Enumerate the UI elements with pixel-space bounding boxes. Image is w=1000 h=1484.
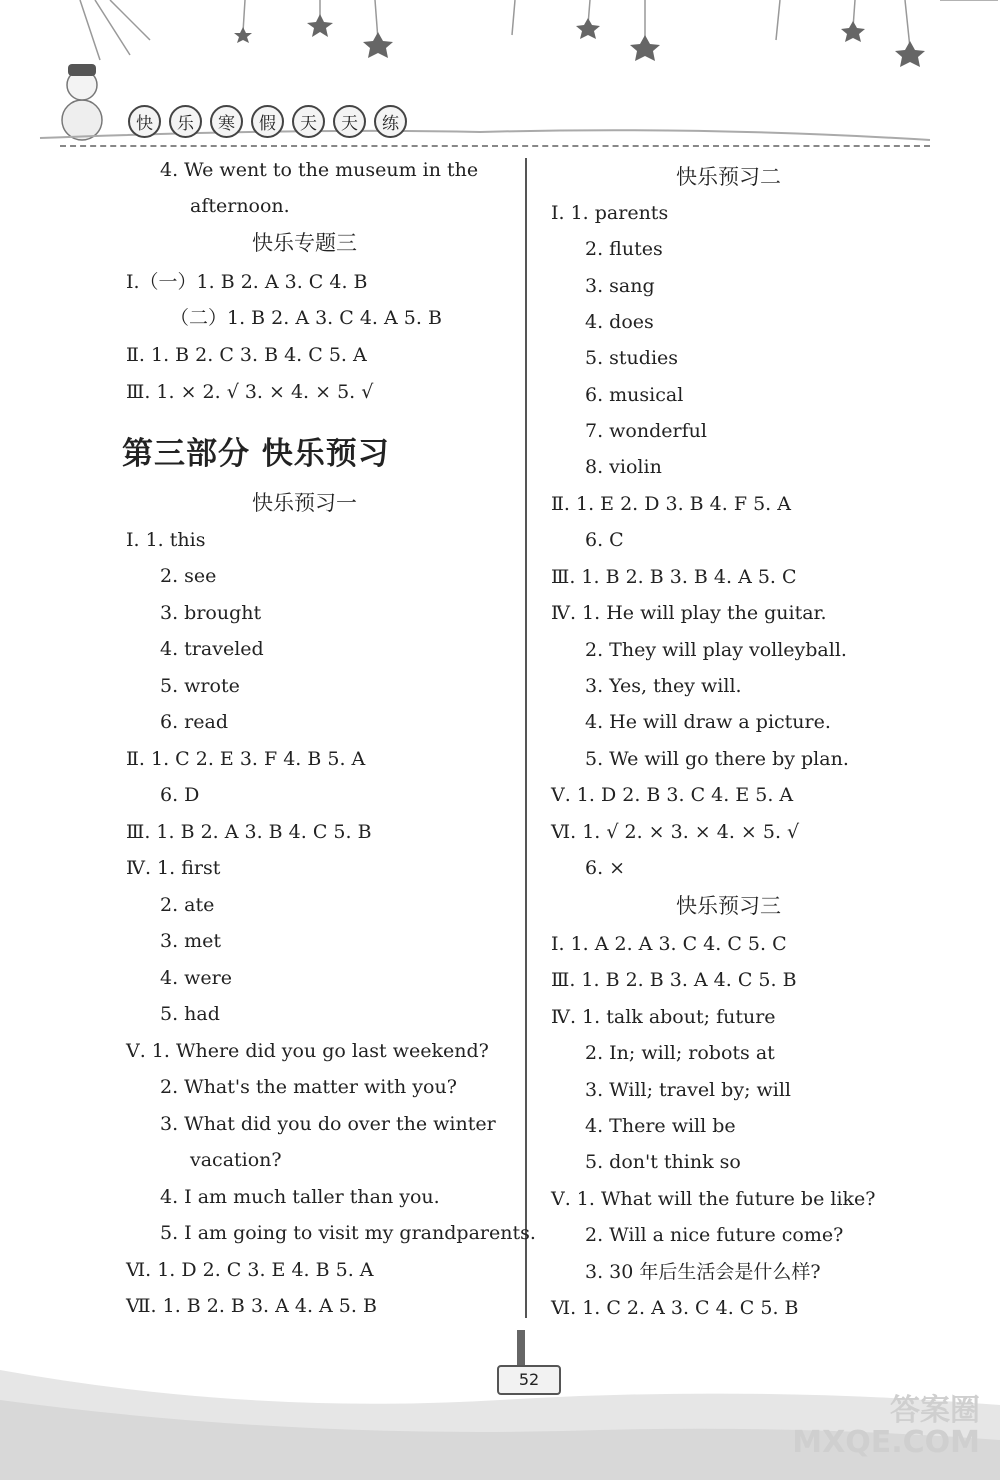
answer-line: Ⅲ. 1. B 2. A 3. B 4. C 5. B — [126, 821, 372, 843]
answer-line: Ⅱ. 1. C 2. E 3. F 4. B 5. A — [126, 748, 366, 770]
answer-line: 3. Yes, they will. — [585, 675, 742, 697]
banner-char: 寒 — [210, 105, 243, 138]
answer-line: 2. flutes — [585, 238, 663, 260]
answer-line: 2. Will a nice future come? — [585, 1224, 844, 1246]
answer-line: Ⅰ. 1. A 2. A 3. C 4. C 5. C — [551, 933, 787, 955]
answer-line: 4. traveled — [160, 638, 264, 660]
answer-line: Ⅲ. 1. × 2. √ 3. × 4. × 5. √ — [126, 381, 374, 403]
column-divider — [525, 158, 527, 1318]
answer-line: 6. × — [585, 857, 626, 879]
answer-line: Ⅰ.（一）1. B 2. A 3. C 4. B — [126, 271, 368, 293]
section-title: 第三部分 快乐预习 — [122, 436, 390, 472]
answer-line: 4. We went to the museum in the — [160, 159, 479, 181]
answer-line: 5. studies — [585, 347, 679, 369]
answer-line: 6. C — [585, 529, 624, 551]
banner-char: 天 — [292, 105, 325, 138]
answer-line: 5. don't think so — [585, 1151, 741, 1173]
answer-section-heading: 快乐预习三 — [676, 894, 781, 918]
answer-line: 4. There will be — [585, 1115, 736, 1137]
answer-line: 6. musical — [585, 384, 684, 406]
answer-section-heading: 快乐预习二 — [676, 165, 781, 189]
answer-line: Ⅱ. 1. B 2. C 3. B 4. C 5. A — [126, 344, 367, 366]
answer-line: Ⅵ. 1. √ 2. × 3. × 4. × 5. √ — [551, 821, 800, 843]
banner-char: 假 — [251, 105, 284, 138]
answer-section-heading: 快乐预习一 — [252, 491, 357, 515]
answer-line: 5. had — [160, 1003, 220, 1025]
answer-line: 3. met — [160, 930, 222, 952]
answer-line: Ⅴ. 1. Where did you go last weekend? — [126, 1040, 489, 1062]
answer-line: 4. I am much taller than you. — [160, 1186, 440, 1208]
answer-line: Ⅳ. 1. talk about; future — [551, 1006, 776, 1028]
page-number: 52 — [497, 1365, 561, 1395]
answer-line: Ⅲ. 1. B 2. B 3. A 4. C 5. B — [551, 969, 797, 991]
answer-line: 8. violin — [585, 456, 662, 478]
answer-line: 2. ate — [160, 894, 215, 916]
banner-char: 快 — [128, 105, 161, 138]
answer-line: vacation? — [190, 1149, 282, 1171]
answer-line: 2. What's the matter with you? — [160, 1076, 457, 1098]
watermark-url: MXQE.COM — [792, 1425, 980, 1460]
answer-line: afternoon. — [190, 195, 290, 217]
answer-line: 2. They will play volleyball. — [585, 639, 847, 661]
watermark — [792, 1395, 980, 1459]
answer-line: 5. We will go there by plan. — [585, 748, 849, 770]
answer-line: 5. wrote — [160, 675, 240, 697]
header-dashed-line — [60, 145, 930, 147]
answer-line: Ⅰ. 1. parents — [551, 202, 669, 224]
answer-line: 3. What did you do over the winter — [160, 1113, 496, 1135]
banner-char: 天 — [333, 105, 366, 138]
watermark-text: 答案圈 — [890, 1393, 980, 1428]
answer-line: Ⅵ. 1. C 2. A 3. C 4. C 5. B — [551, 1297, 799, 1319]
answer-line: 3. Will; travel by; will — [585, 1079, 792, 1101]
answer-line: Ⅵ. 1. D 2. C 3. E 4. B 5. A — [126, 1259, 374, 1281]
answer-line: 4. does — [585, 311, 654, 333]
answer-line: 3. 30 年后生活会是什么样? — [585, 1261, 821, 1283]
answer-line: 4. were — [160, 967, 233, 989]
answer-line: Ⅱ. 1. E 2. D 3. B 4. F 5. A — [551, 493, 791, 515]
answer-line: Ⅰ. 1. this — [126, 529, 206, 551]
answer-line: （二）1. B 2. A 3. C 4. A 5. B — [170, 307, 442, 329]
answer-line: 5. I am going to visit my grandparents. — [160, 1222, 536, 1244]
answer-line: 7. wonderful — [585, 420, 707, 442]
answer-line: Ⅲ. 1. B 2. B 3. B 4. A 5. C — [551, 566, 797, 588]
answer-line: Ⅶ. 1. B 2. B 3. A 4. A 5. B — [126, 1295, 377, 1317]
answer-line: Ⅳ. 1. first — [126, 857, 221, 879]
answer-line: 3. brought — [160, 602, 262, 624]
answer-line: 6. D — [160, 784, 200, 806]
answer-line: 3. sang — [585, 275, 655, 297]
banner-char: 练 — [374, 105, 407, 138]
banner-char: 乐 — [169, 105, 202, 138]
answer-section-heading: 快乐专题三 — [252, 231, 357, 255]
answer-line: Ⅴ. 1. What will the future be like? — [551, 1188, 876, 1210]
banner-title — [128, 105, 407, 138]
answer-line: Ⅴ. 1. D 2. B 3. C 4. E 5. A — [551, 784, 794, 806]
answer-line: 2. see — [160, 565, 217, 587]
answer-line: 2. In; will; robots at — [585, 1042, 775, 1064]
answer-line: 6. read — [160, 711, 228, 733]
answer-line: 4. He will draw a picture. — [585, 711, 831, 733]
answer-line: Ⅳ. 1. He will play the guitar. — [551, 602, 827, 624]
page-header — [0, 0, 1000, 150]
